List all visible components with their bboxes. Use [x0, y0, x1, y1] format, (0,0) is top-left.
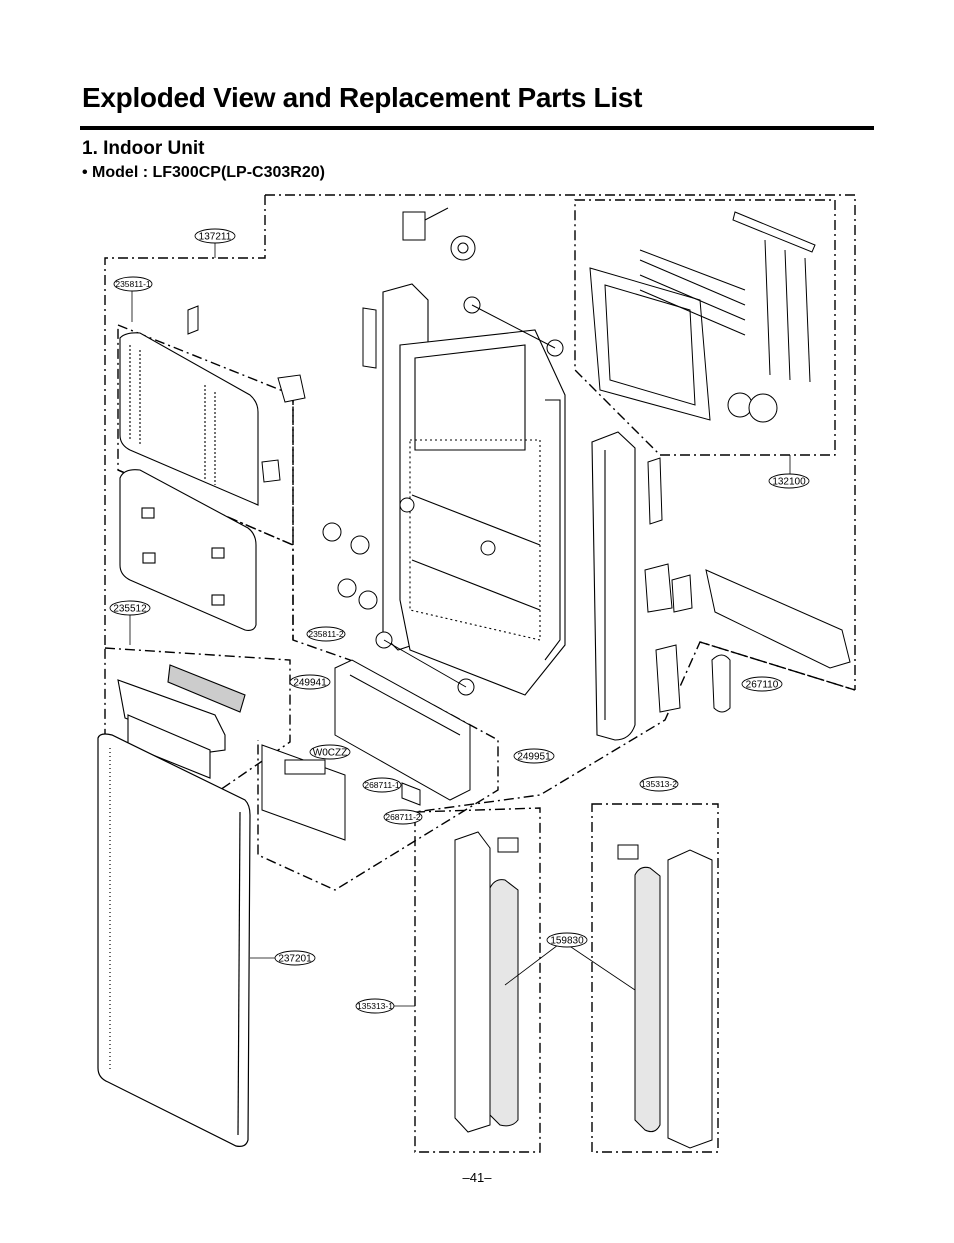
callout-W0CZZ: [310, 745, 350, 759]
part-label: W0CZZ: [312, 747, 348, 759]
part-label: 249951: [517, 751, 551, 763]
callout-135313-1: [356, 999, 394, 1013]
callout-237201: [275, 951, 315, 965]
filter-frame-right: [618, 845, 712, 1148]
part-label: 235811-1: [115, 279, 151, 289]
callout-268711-2: [384, 810, 422, 824]
callout-235512: [110, 601, 150, 615]
remote-controller: [712, 655, 730, 712]
part-label: 237201: [278, 953, 312, 965]
callout-235811-2: [307, 627, 345, 641]
drain-pan: [706, 570, 850, 668]
callout-249951: [514, 749, 554, 763]
front-door-panel: [98, 734, 250, 1146]
callout-159830: [547, 933, 587, 947]
part-label: 268711-2: [385, 812, 421, 822]
part-label: 159830: [550, 935, 584, 947]
callout-235811-1: [114, 277, 152, 291]
part-label: 235811-2: [308, 629, 344, 639]
side-panel-right: [592, 432, 635, 740]
callout-135313-2: [640, 777, 678, 791]
callout-267110: [742, 677, 782, 691]
main-cabinet: [383, 284, 565, 695]
part-label: 267110: [745, 679, 779, 691]
part-label: 132100: [772, 476, 806, 488]
part-label: 135313-1: [357, 1001, 393, 1011]
callout-132100: [769, 474, 809, 488]
model-line: • Model : LF300CP(LP-C303R20): [82, 164, 325, 181]
air-guide-frame: [590, 212, 815, 422]
part-label: 137211: [198, 231, 232, 243]
callout-249941: [290, 675, 330, 689]
part-label: 135313-2: [641, 779, 677, 789]
part-label: 268711-1: [364, 780, 400, 790]
page-number: –41–: [462, 1170, 492, 1185]
callout-137211: [195, 229, 235, 243]
part-label: 249941: [293, 677, 327, 689]
part-label: 235512: [113, 603, 147, 615]
page-title: Exploded View and Replacement Parts List: [82, 82, 643, 113]
section-heading: 1. Indoor Unit: [82, 138, 205, 159]
callout-268711-1: [363, 778, 401, 792]
